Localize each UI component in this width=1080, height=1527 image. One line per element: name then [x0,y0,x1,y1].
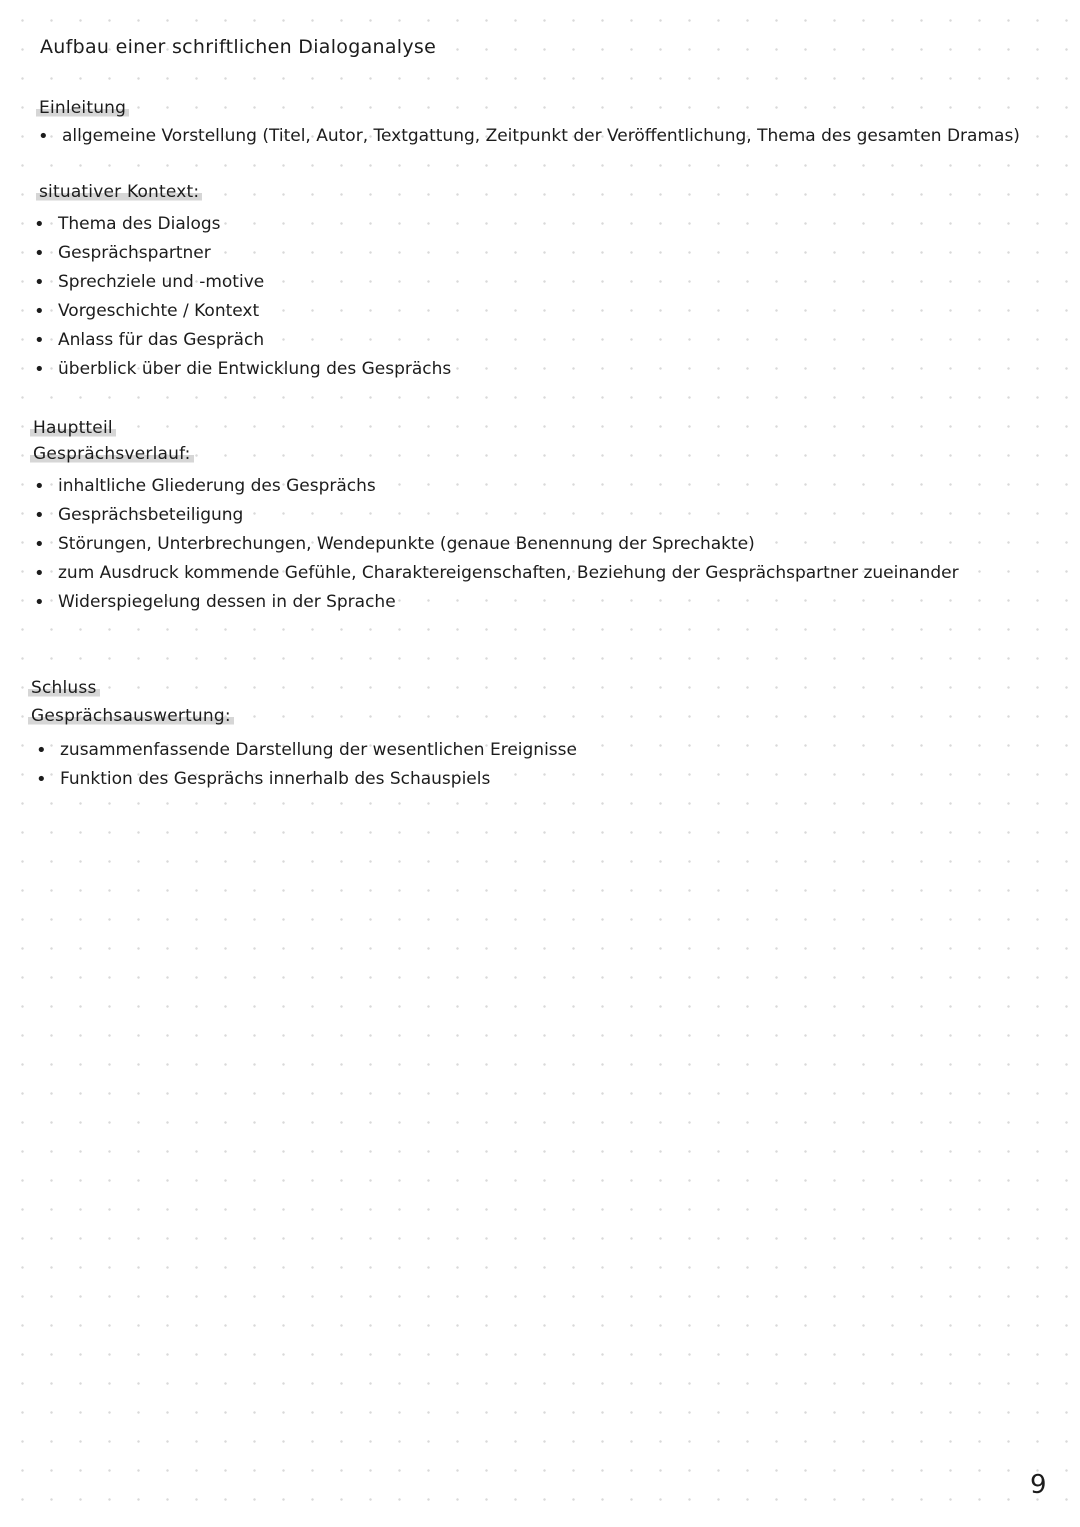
heading-schluss [28,678,100,698]
heading-hauptteil-text: Hauptteil [30,418,116,438]
list-item: • allgemeine Vorstellung (Titel, Autor, Textgattung, Zeitpunkt der Veröffentlichung, Thema des gesamten Dramas) [38,122,1020,151]
page-title: Aufbau einer schriftlichen Dialoganalyse [40,36,437,58]
list-item: • zum Ausdruck kommende Gefühle, Charaktereigenschaften, Beziehung der Gesprächspartner zueinander [34,559,988,588]
schluss-list [36,736,577,794]
subheading-gespraechsauswertung-text: Gesprächsauswertung: [28,706,234,726]
list-item: • überblick über die Entwicklung des Gesprächs [34,355,451,384]
list-item: • zusammenfassende Darstellung der wesentlichen Ereignisse [36,736,577,765]
einleitung-list [38,122,1020,151]
heading-einleitung [36,98,129,118]
situativer-kontext-list [34,210,451,384]
list-item: • Thema des Dialogs [34,210,451,239]
heading-situativer-kontext-text: situativer Kontext: [36,182,202,202]
heading-hauptteil [30,418,116,438]
subheading-gespraechsauswertung [28,706,234,726]
list-item: • Gesprächspartner [34,239,451,268]
list-item: • Gesprächsbeteiligung [34,501,988,530]
heading-schluss-text: Schluss [28,678,100,698]
list-item: • Widerspiegelung dessen in der Sprache [34,588,988,617]
list-item: • Vorgeschichte / Kontext [34,297,451,326]
list-item: • Funktion des Gesprächs innerhalb des Schauspiels [36,765,577,794]
subheading-gespraechsverlauf [30,444,194,464]
list-item: • Sprechziele und -motive [34,268,451,297]
heading-einleitung-text: Einleitung [36,98,129,118]
list-item: • Anlass für das Gespräch [34,326,451,355]
page-number: 9 [1030,1470,1047,1500]
list-item: • inhaltliche Gliederung des Gesprächs [34,472,988,501]
subheading-gespraechsverlauf-text: Gesprächsverlauf: [30,444,194,464]
hauptteil-list [34,472,988,617]
heading-situativer-kontext [36,182,202,202]
list-item: • Störungen, Unterbrechungen, Wendepunkte (genaue Benennung der Sprechakte) [34,530,988,559]
